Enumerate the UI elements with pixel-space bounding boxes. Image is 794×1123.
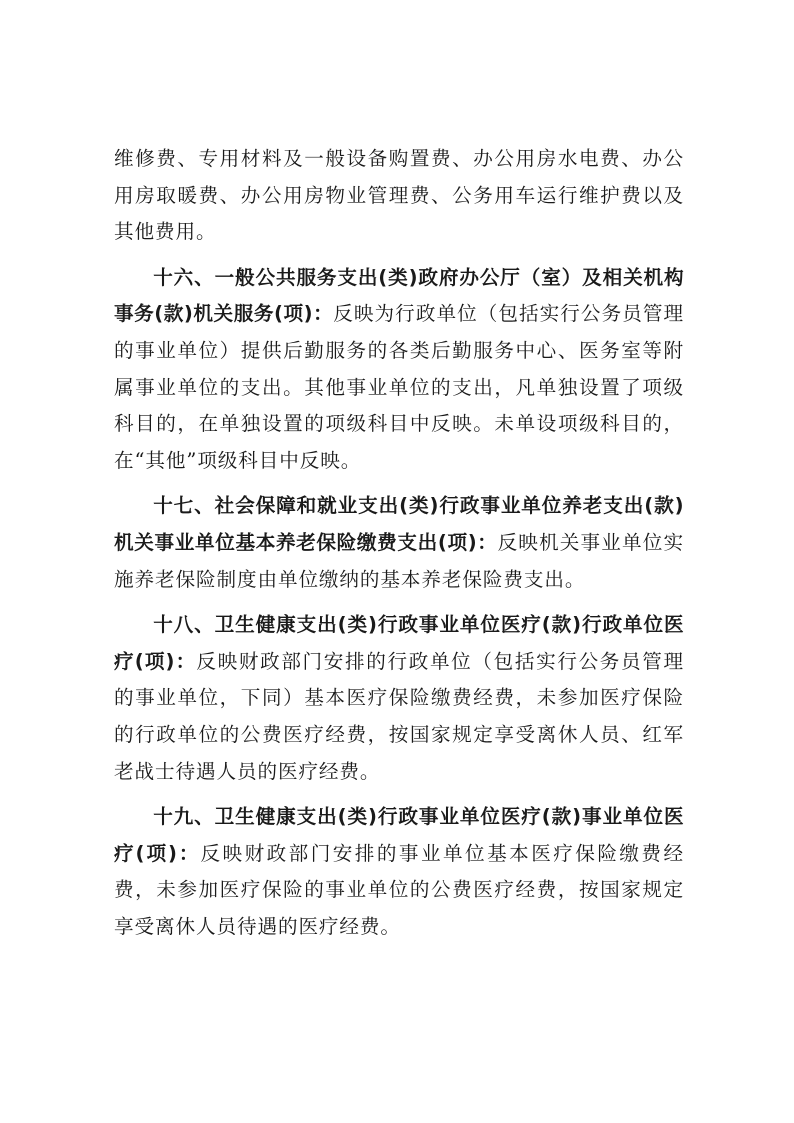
item-heading: 十七、社会保障和就业支出(类)行政事业单位养老支出(款)机关事业单位基本养老保险缴费支出(项)： [114,494,684,554]
document-body [114,141,684,954]
paragraph-body: 反映机关事业单位实施养老保险制度由单位缴纳的基本养老保险费支出。 [114,530,684,591]
paragraph-item-18 [114,607,684,790]
item-heading: 十九、卫生健康支出(类)行政事业单位医疗(款)事业单位医疗(项)： [114,805,684,865]
paragraph-continued [114,141,684,251]
paragraph-body: 维修费、专用材料及一般设备购置费、办公用房水电费、办公用房取暖费、办公用房物业管理费、公务用车运行维护费以及其他费用。 [114,147,684,244]
paragraph-item-16 [114,260,684,480]
paragraph-item-17 [114,488,684,598]
paragraph-body: 反映为行政单位（包括实行公务员管理的事业单位）提供后勤服务的各类后勤服务中心、医务室等附属事业单位的支出。其他事业单位的支出，凡单独设置了项级科目的，在单独设置的项级科目中反映。未单设项级科目的，在“其他”项级科目中反映。 [114,302,684,472]
paragraph-item-19 [114,799,684,945]
item-heading: 十八、卫生健康支出(类)行政事业单位医疗(款)行政单位医疗(项)： [114,613,684,673]
paragraph-body: 反映财政部门安排的行政单位（包括实行公务员管理的事业单位，下同）基本医疗保险缴费经费，未参加医疗保险的行政单位的公费医疗经费，按国家规定享受离休人员、红军老战士待遇人员的医疗经费。 [114,649,684,783]
paragraph-body: 反映财政部门安排的事业单位基本医疗保险缴费经费，未参加医疗保险的事业单位的公费医疗经费，按国家规定享受离休人员待遇的医疗经费。 [114,841,684,938]
item-heading: 十六、一般公共服务支出(类)政府办公厅（室）及相关机构事务(款)机关服务(项)： [114,265,684,326]
